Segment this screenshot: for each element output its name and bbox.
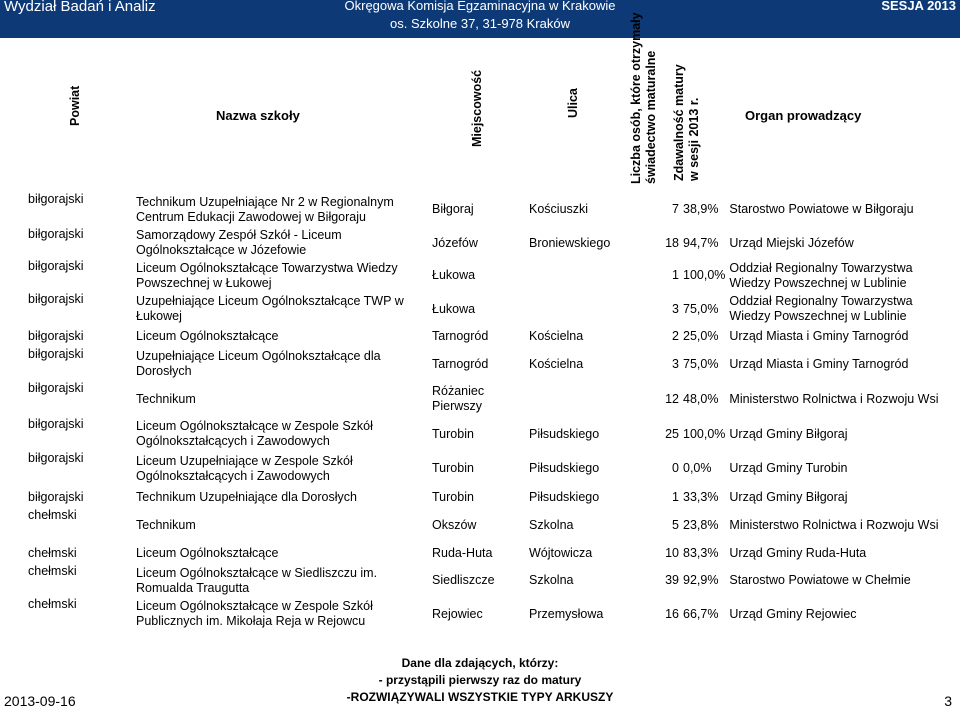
table-row — [26, 259, 947, 292]
table-row — [26, 381, 947, 417]
page-number: 3 — [944, 693, 952, 709]
cell-powiat: biłgorajski — [28, 292, 84, 306]
cell-liczba: 3 — [672, 301, 679, 316]
table-row — [26, 192, 947, 227]
cell-organ: Urząd Miasta i Gminy Tarnogród — [729, 329, 909, 343]
cell-miejscowosc: Turobin — [432, 426, 474, 441]
cell-powiat: biłgorajski — [28, 381, 84, 395]
cell-organ: Urząd Gminy Turobin — [729, 461, 848, 475]
table-row — [26, 347, 947, 381]
cell-powiat: biłgorajski — [28, 347, 84, 361]
cell-zdawalnosc: 66,7% — [683, 606, 719, 621]
table-row — [26, 227, 947, 259]
session-label: SESJA 2013 — [881, 0, 956, 13]
cell-nazwa: Samorządowy Zespół Szkół - Liceum Ogólnokształcące w Józefowie — [136, 228, 342, 257]
cell-nazwa: Liceum Ogólnokształcące w Zespole Szkół Publicznych im. Mikołaja Reja w Rejowcu — [136, 599, 373, 628]
cell-liczba: 3 — [672, 356, 679, 371]
cell-powiat: chełmski — [28, 546, 77, 560]
header-liczba-line1: Liczba osób, które otrzymały — [629, 12, 643, 184]
cell-liczba: 7 — [672, 202, 679, 216]
cell-ulica: Kościelna — [529, 356, 584, 371]
cell-organ: Ministerstwo Rolnictwa i Rozwoju Wsi — [729, 391, 939, 406]
footer-line-3: -ROZWIĄZYWALI WSZYSTKIE TYPY ARKUSZY — [346, 690, 614, 704]
cell-nazwa: Technikum — [136, 391, 196, 406]
cell-ulica: Przemysłowa — [529, 606, 604, 621]
cell-miejscowosc: Tarnogród — [432, 356, 489, 371]
cell-nazwa: Liceum Ogólnokształcące w Zespole Szkół Ogólnokształcących i Zawodowych — [136, 419, 373, 448]
cell-liczba: 25 — [665, 426, 679, 441]
cell-ulica: Szkolna — [529, 573, 574, 587]
header-organ: Organ prowadzący — [745, 108, 862, 123]
cell-liczba: 16 — [665, 606, 679, 621]
cell-nazwa: Liceum Uzupełniające w Zespole Szkół Ogólnokształcących i Zawodowych — [136, 453, 353, 483]
cell-powiat: biłgorajski — [28, 329, 84, 343]
department-name: Wydział Badań i Analiz — [4, 0, 156, 15]
cell-nazwa: Liceum Ogólnokształcące — [136, 329, 279, 343]
cell-powiat: biłgorajski — [28, 227, 84, 241]
cell-liczba: 0 — [672, 461, 679, 475]
footer-line-1: Dane dla zdających, którzy: — [401, 656, 559, 670]
cell-liczba: 39 — [665, 573, 679, 587]
header-liczba — [629, 12, 659, 184]
footer-date: 2013-09-16 — [4, 693, 76, 709]
header-zdawalnosc-line2: w sesji 2013 r. — [687, 97, 701, 181]
schools-table — [26, 192, 947, 631]
cell-miejscowosc: Łukowa — [432, 301, 476, 316]
cell-nazwa: Liceum Ogólnokształcące — [136, 546, 279, 560]
table-row — [26, 292, 947, 326]
cell-zdawalnosc: 38,9% — [683, 202, 719, 216]
cell-liczba: 2 — [672, 329, 679, 343]
cell-organ: Urząd Miejski Józefów — [729, 235, 854, 250]
cell-nazwa: Uzupełniające Liceum Ogólnokształcące TWP w Łukowej — [136, 294, 404, 323]
table-row — [26, 564, 947, 597]
cell-miejscowosc: Józefów — [432, 235, 478, 250]
cell-ulica: Kościelna — [529, 329, 584, 343]
cell-miejscowosc: Łukowa — [432, 268, 476, 282]
institution-name: Okręgowa Komisja Egzaminacyjna w Krakowie — [344, 0, 616, 13]
cell-zdawalnosc: 100,0% — [683, 268, 726, 282]
table-row — [26, 597, 947, 631]
cell-miejscowosc: Siedliszcze — [432, 573, 495, 587]
cell-miejscowosc: Turobin — [432, 489, 474, 504]
cell-organ: Urząd Gminy Rejowiec — [729, 606, 857, 621]
cell-zdawalnosc: 75,0% — [683, 301, 719, 316]
cell-powiat: biłgorajski — [28, 451, 84, 465]
table-row — [26, 417, 947, 451]
cell-nazwa: Technikum Uzupełniające Nr 2 w Regionalnym Centrum Edukacji Zawodowej w Biłgoraju — [136, 194, 394, 224]
cell-zdawalnosc: 75,0% — [683, 356, 719, 371]
cell-powiat: chełmski — [28, 564, 77, 578]
cell-nazwa: Technikum Uzupełniające dla Dorosłych — [136, 489, 357, 504]
header-ulica: Ulica — [566, 88, 580, 118]
cell-nazwa: Liceum Ogólnokształcące w Siedliszczu im. Romualda Traugutta — [136, 565, 378, 595]
cell-zdawalnosc: 25,0% — [683, 329, 719, 343]
header-zdawalnosc-line1: Zdawalność matury — [672, 64, 686, 181]
cell-ulica: Broniewskiego — [529, 235, 611, 250]
table-row — [26, 486, 947, 508]
cell-zdawalnosc: 23,8% — [683, 518, 719, 532]
cell-powiat: biłgorajski — [28, 489, 84, 504]
cell-nazwa: Technikum — [136, 518, 196, 532]
cell-miejscowosc: Turobin — [432, 461, 474, 475]
cell-miejscowosc: Różaniec Pierwszy — [432, 384, 485, 413]
cell-liczba: 1 — [672, 268, 679, 282]
cell-liczba: 18 — [665, 235, 679, 250]
cell-ulica — [527, 259, 641, 292]
cell-miejscowosc: Okszów — [432, 518, 477, 532]
cell-nazwa: Liceum Ogólnokształcące Towarzystwa Wiedzy Powszechnej w Łukowej — [136, 260, 398, 290]
cell-ulica: Szkolna — [529, 518, 574, 532]
header-liczba-line2: świadectwo maturalne — [644, 50, 658, 184]
cell-zdawalnosc: 0,0% — [683, 461, 712, 475]
footer-line-2: - przystąpili pierwszy raz do matury — [378, 673, 582, 687]
table-row — [26, 326, 947, 347]
cell-liczba: 10 — [665, 546, 679, 560]
cell-ulica: Wójtowicza — [529, 546, 593, 560]
cell-ulica — [527, 381, 641, 417]
table-row — [26, 543, 947, 564]
cell-powiat: chełmski — [28, 508, 77, 522]
cell-zdawalnosc: 33,3% — [683, 489, 719, 504]
cell-powiat: biłgorajski — [28, 417, 84, 431]
top-banner — [0, 0, 960, 38]
cell-organ: Urząd Gminy Biłgoraj — [729, 489, 848, 504]
table-row — [26, 451, 947, 486]
cell-zdawalnosc: 100,0% — [683, 426, 726, 441]
cell-powiat: chełmski — [28, 597, 77, 611]
cell-organ: Urząd Gminy Biłgoraj — [729, 426, 848, 441]
cell-miejscowosc: Tarnogród — [432, 329, 489, 343]
table-row — [26, 508, 947, 543]
cell-organ: Oddział Regionalny Towarzystwa Wiedzy Powszechnej w Lublinie — [729, 260, 913, 290]
institution-address: os. Szkolne 37, 31-978 Kraków — [390, 16, 570, 31]
cell-miejscowosc: Ruda-Huta — [432, 546, 493, 560]
cell-organ: Ministerstwo Rolnictwa i Rozwoju Wsi — [729, 518, 939, 532]
header-zdawalnosc — [672, 64, 702, 181]
cell-miejscowosc: Biłgoraj — [432, 202, 474, 216]
cell-ulica: Kościuszki — [529, 202, 589, 216]
cell-powiat: biłgorajski — [28, 192, 84, 206]
cell-organ: Oddział Regionalny Towarzystwa Wiedzy Powszechnej w Lublinie — [729, 294, 913, 323]
header-nazwa: Nazwa szkoły — [216, 108, 300, 123]
footer-note — [0, 655, 960, 706]
cell-nazwa: Uzupełniające Liceum Ogólnokształcące dla Dorosłych — [136, 349, 381, 378]
cell-ulica: Piłsudskiego — [529, 489, 600, 504]
cell-liczba: 5 — [672, 518, 679, 532]
cell-zdawalnosc: 92,9% — [683, 573, 719, 587]
cell-organ: Starostwo Powiatowe w Biłgoraju — [729, 202, 914, 216]
header-miejscowosc: Miejscowość — [470, 69, 484, 147]
cell-ulica: Piłsudskiego — [529, 461, 600, 475]
cell-zdawalnosc: 48,0% — [683, 391, 719, 406]
cell-miejscowosc: Rejowiec — [432, 606, 483, 621]
cell-ulica — [527, 292, 641, 326]
cell-powiat: biłgorajski — [28, 259, 84, 273]
cell-organ: Urząd Miasta i Gminy Tarnogród — [729, 356, 909, 371]
cell-liczba: 1 — [672, 489, 679, 504]
cell-zdawalnosc: 94,7% — [683, 235, 719, 250]
header-powiat: Powiat — [68, 85, 82, 126]
cell-zdawalnosc: 83,3% — [683, 546, 719, 560]
cell-organ: Urząd Gminy Ruda-Huta — [729, 546, 867, 560]
cell-liczba: 12 — [665, 391, 679, 406]
cell-ulica: Piłsudskiego — [529, 426, 600, 441]
cell-organ: Starostwo Powiatowe w Chełmie — [729, 573, 911, 587]
